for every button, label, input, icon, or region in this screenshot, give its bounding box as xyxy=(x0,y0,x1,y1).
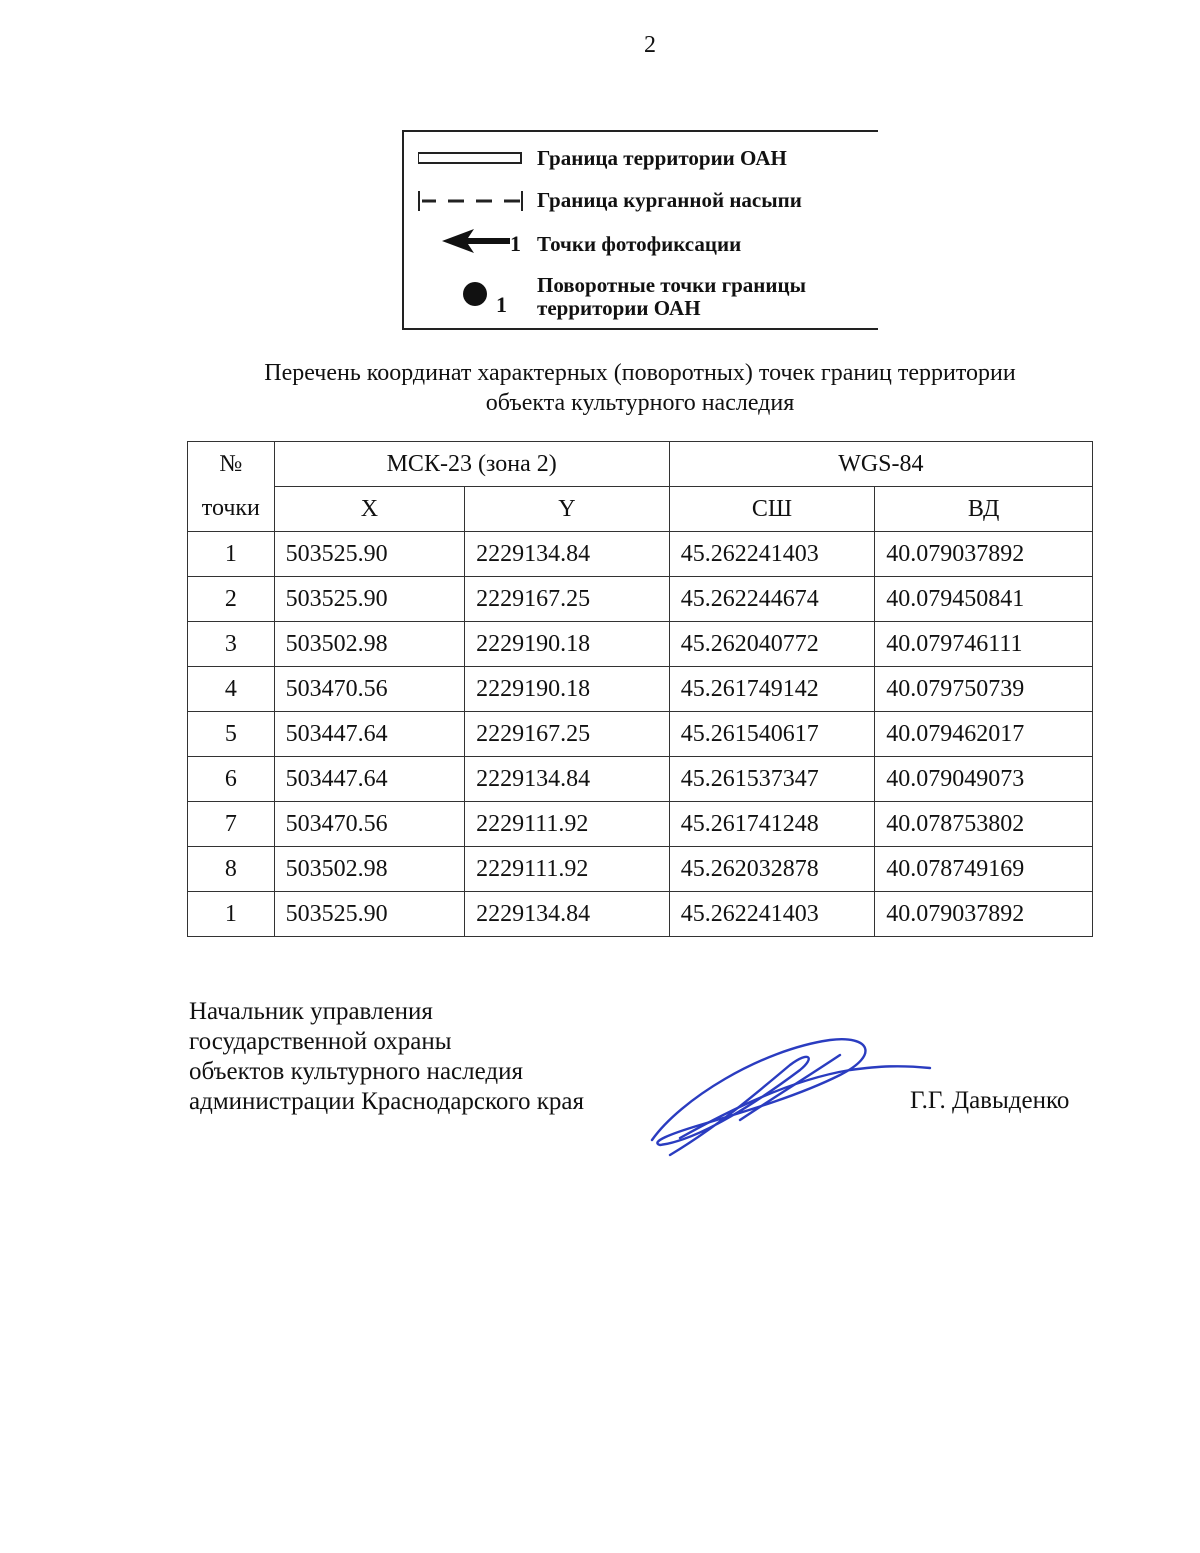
cell-longitude: 40.078749169 xyxy=(875,847,1093,892)
header-point-number: № xyxy=(188,442,275,487)
cell-y: 2229167.25 xyxy=(465,577,670,622)
signatory-name: Г.Г. Давыденко xyxy=(910,1087,1070,1114)
cell-longitude: 40.079462017 xyxy=(875,712,1093,757)
header-point-number-line2: точки xyxy=(188,487,275,532)
cell-point-number: 4 xyxy=(188,667,275,712)
signatory-line3: объектов культурного наследия xyxy=(189,1058,523,1085)
cell-latitude: 45.262241403 xyxy=(669,532,875,577)
cell-y: 2229134.84 xyxy=(465,892,670,937)
cell-latitude: 45.262032878 xyxy=(669,847,875,892)
table-header-row xyxy=(188,442,1093,487)
table-row xyxy=(188,712,1093,757)
legend-point-number: 1 xyxy=(496,292,507,317)
legend-label-turning-points xyxy=(537,274,806,320)
header-y: Y xyxy=(465,487,670,532)
cell-x: 503502.98 xyxy=(274,622,464,667)
dashed-line-icon xyxy=(418,189,524,213)
cell-point-number: 5 xyxy=(188,712,275,757)
signatory-position xyxy=(189,997,584,1117)
cell-longitude: 40.079450841 xyxy=(875,577,1093,622)
cell-y: 2229167.25 xyxy=(465,712,670,757)
cell-latitude: 45.261749142 xyxy=(669,667,875,712)
signatory-line4: администрации Краснодарского края xyxy=(189,1088,585,1115)
cell-latitude: 45.262244674 xyxy=(669,577,875,622)
document-title-line1: Перечень координат характерных (поворотных) точек границ территории xyxy=(264,360,1016,386)
header-msk23: МСК-23 (зона 2) xyxy=(274,442,669,487)
cell-y: 2229190.18 xyxy=(465,667,670,712)
cell-x: 503525.90 xyxy=(274,577,464,622)
double-line-icon xyxy=(418,152,522,164)
cell-x: 503470.56 xyxy=(274,802,464,847)
filled-circle-icon xyxy=(460,280,500,320)
cell-x: 503525.90 xyxy=(274,532,464,577)
table-row xyxy=(188,892,1093,937)
handwritten-signature xyxy=(640,1030,940,1160)
signatory-line1: Начальник управления xyxy=(189,998,433,1025)
cell-y: 2229111.92 xyxy=(465,847,670,892)
table-subheader-row xyxy=(188,487,1093,532)
cell-longitude: 40.079049073 xyxy=(875,757,1093,802)
cell-x: 503447.64 xyxy=(274,712,464,757)
table-row xyxy=(188,802,1093,847)
table-row xyxy=(188,757,1093,802)
legend-label-turning-points-line2: территории ОАН xyxy=(537,296,701,320)
header-latitude: СШ xyxy=(669,487,875,532)
cell-point-number: 1 xyxy=(188,532,275,577)
cell-point-number: 8 xyxy=(188,847,275,892)
cell-x: 503525.90 xyxy=(274,892,464,937)
legend-label-mound-boundary: Граница курганной насыпи xyxy=(537,188,802,212)
cell-point-number: 3 xyxy=(188,622,275,667)
document-title-line2: объекта культурного наследия xyxy=(485,390,795,416)
legend-label-photo-points: Точки фотофиксации xyxy=(537,232,742,256)
header-wgs84: WGS-84 xyxy=(669,442,1092,487)
signatory-line2: государственной охраны xyxy=(189,1028,452,1055)
legend-arrow-number: 1 xyxy=(510,231,521,256)
table-row xyxy=(188,667,1093,712)
cell-x: 503502.98 xyxy=(274,847,464,892)
cell-y: 2229190.18 xyxy=(465,622,670,667)
cell-point-number: 2 xyxy=(188,577,275,622)
cell-latitude: 45.262241403 xyxy=(669,892,875,937)
document-title xyxy=(120,358,1160,418)
table-row xyxy=(188,622,1093,667)
cell-point-number: 7 xyxy=(188,802,275,847)
page-number: 2 xyxy=(644,32,656,58)
legend-box xyxy=(402,130,878,330)
cell-x: 503447.64 xyxy=(274,757,464,802)
coordinates-table xyxy=(187,441,1093,937)
table-row xyxy=(188,532,1093,577)
arrow-left-icon xyxy=(442,228,512,254)
cell-longitude: 40.079037892 xyxy=(875,892,1093,937)
header-longitude: ВД xyxy=(875,487,1093,532)
cell-x: 503470.56 xyxy=(274,667,464,712)
cell-longitude: 40.079746111 xyxy=(875,622,1093,667)
cell-latitude: 45.261540617 xyxy=(669,712,875,757)
cell-longitude: 40.079037892 xyxy=(875,532,1093,577)
legend-label-turning-points-line1: Поворотные точки границы xyxy=(537,273,806,297)
cell-latitude: 45.261741248 xyxy=(669,802,875,847)
cell-y: 2229134.84 xyxy=(465,757,670,802)
table-row xyxy=(188,847,1093,892)
cell-latitude: 45.261537347 xyxy=(669,757,875,802)
legend-label-territory-boundary: Граница территории ОАН xyxy=(537,146,787,170)
cell-longitude: 40.078753802 xyxy=(875,802,1093,847)
header-x: X xyxy=(274,487,464,532)
cell-latitude: 45.262040772 xyxy=(669,622,875,667)
table-row xyxy=(188,577,1093,622)
cell-point-number: 1 xyxy=(188,892,275,937)
cell-y: 2229111.92 xyxy=(465,802,670,847)
cell-point-number: 6 xyxy=(188,757,275,802)
cell-y: 2229134.84 xyxy=(465,532,670,577)
cell-longitude: 40.079750739 xyxy=(875,667,1093,712)
